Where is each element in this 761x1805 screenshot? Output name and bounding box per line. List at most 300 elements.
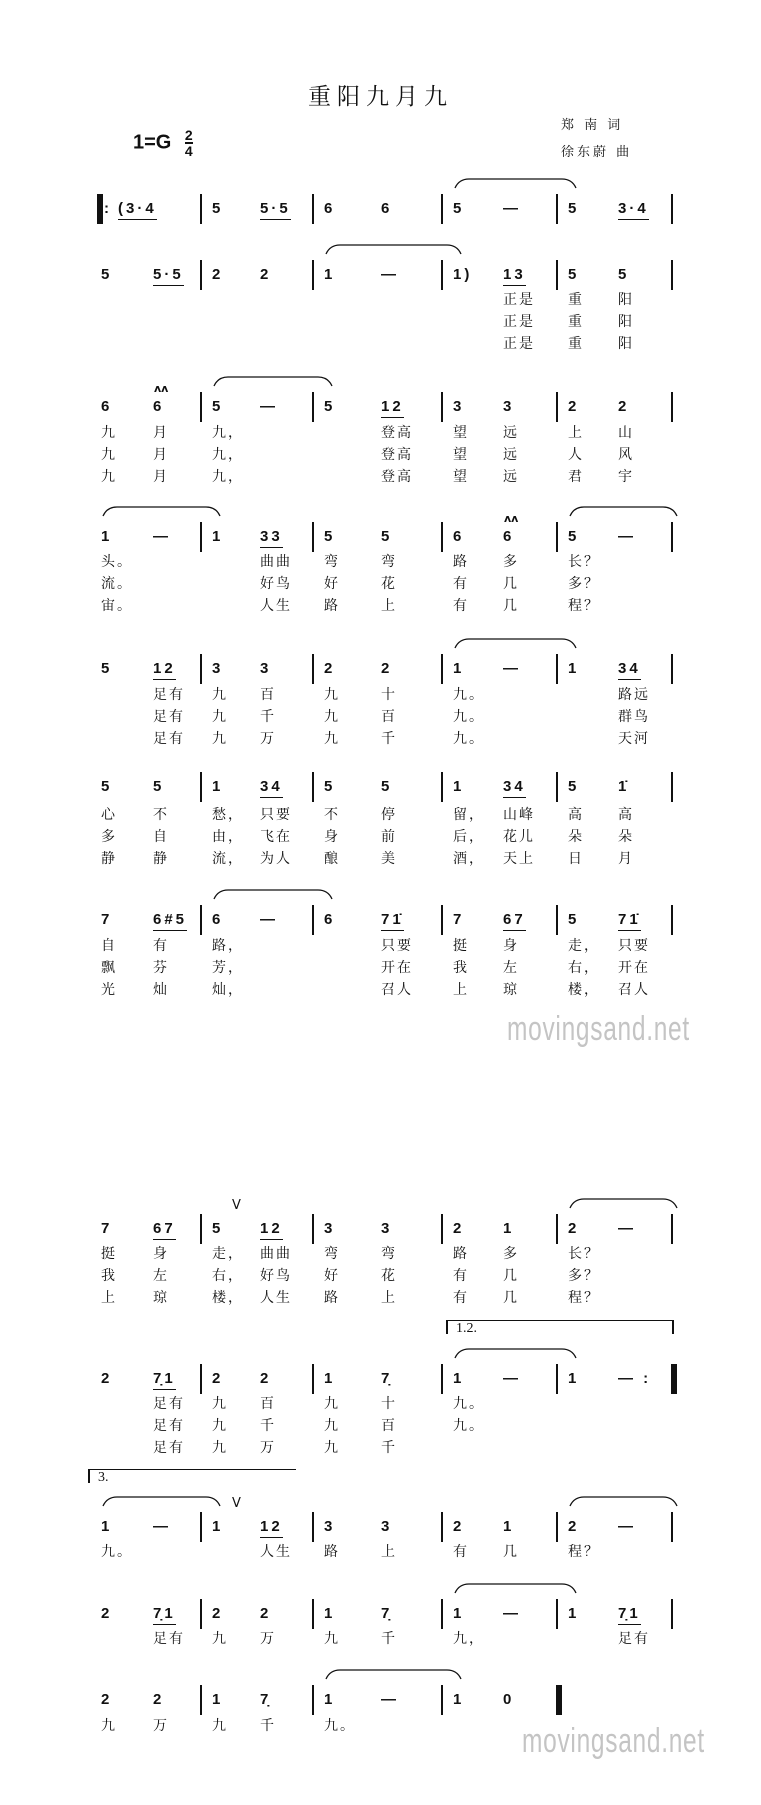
time-bottom: 4 [184, 143, 193, 159]
slur [455, 1584, 576, 1593]
barline [441, 1364, 443, 1394]
lyric: 月 [153, 447, 169, 463]
lyric: 路 [453, 554, 469, 570]
lyric: 九。 [453, 1396, 485, 1412]
note: 1 [324, 266, 336, 283]
note: 5 [212, 200, 224, 217]
lyric: 光 [101, 982, 117, 998]
lyric: 重 [568, 292, 584, 308]
lyric: 九 [324, 1396, 340, 1412]
lyric: 远 [503, 469, 519, 485]
note: 2 [260, 1605, 272, 1622]
lyric: 千 [381, 731, 397, 747]
note: — [153, 528, 171, 545]
lyric: 右， [212, 1268, 244, 1284]
lyric: 身 [153, 1246, 169, 1262]
lyric: 琼 [503, 982, 519, 998]
lyric: 九。 [453, 687, 485, 703]
note: 5 [381, 528, 393, 545]
note: 6 [453, 528, 465, 545]
note: 1̇ [618, 778, 630, 795]
lyric: 万 [260, 731, 276, 747]
lyric: 宇 [618, 469, 634, 485]
lyric: 芬 [153, 960, 169, 976]
lyric: 足有 [153, 1631, 185, 1647]
note: 2 [453, 1518, 465, 1535]
note: 5 [568, 200, 580, 217]
lyric: 足有 [153, 731, 185, 747]
barline [312, 194, 314, 224]
note: 7̣1 [153, 1605, 176, 1625]
lyric: 九 [212, 1718, 228, 1734]
lyric: 九 [324, 1440, 340, 1456]
note: 5 [568, 266, 580, 283]
note: 1 [568, 1605, 580, 1622]
lyric: 有 [153, 938, 169, 954]
lyric: 酿 [324, 851, 340, 867]
barline [556, 392, 558, 422]
lyric: 望 [453, 469, 469, 485]
note: 7 [101, 911, 113, 928]
note: 34 [503, 778, 526, 798]
barline [671, 392, 673, 422]
lyric: 九 [324, 731, 340, 747]
note: 0 [503, 1691, 515, 1708]
lyric: 留， [453, 807, 485, 823]
note: 5 [618, 266, 630, 283]
note: — [503, 200, 521, 217]
lyric: 挺 [101, 1246, 117, 1262]
lyric: 九 [324, 709, 340, 725]
note: 1 [324, 1691, 336, 1708]
volta-bracket: 3. [88, 1469, 296, 1483]
note: 3 [324, 1220, 336, 1237]
barline [441, 392, 443, 422]
lyric: 正是 [503, 336, 535, 352]
note: 2 [101, 1691, 113, 1708]
lyric: 有 [453, 598, 469, 614]
slur [570, 1497, 677, 1506]
lyric: 九 [324, 1418, 340, 1434]
lyric: 正是 [503, 314, 535, 330]
lyric: 开在 [618, 960, 650, 976]
lyric: 九 [101, 425, 117, 441]
barline [200, 194, 202, 224]
barline [312, 1685, 314, 1715]
barline [556, 194, 558, 224]
lyric: 九。 [101, 1544, 133, 1560]
lyric: 风 [618, 447, 634, 463]
lyric: 九 [212, 709, 228, 725]
note: 7̣ [260, 1691, 272, 1708]
note: 13 [503, 266, 526, 286]
lyric: 千 [260, 1718, 276, 1734]
note: 12 [153, 660, 176, 680]
note: 5·5 [153, 266, 184, 286]
barline [200, 1364, 202, 1394]
lyric: 我 [101, 1268, 117, 1284]
lyric: 路 [324, 1544, 340, 1560]
lyric: 程？ [568, 1544, 600, 1560]
breath-mark: V [232, 1198, 241, 1213]
lyric: 酒， [453, 851, 485, 867]
note: 33 [260, 528, 283, 548]
lyric: 朵 [568, 829, 584, 845]
note: 2 [453, 1220, 465, 1237]
note: 7̣ [381, 1370, 393, 1387]
lyric: 登高 [381, 425, 413, 441]
lyric: 有 [453, 1268, 469, 1284]
note: 1 [101, 528, 113, 545]
barline [312, 522, 314, 552]
note: 6 [381, 200, 393, 217]
barline [200, 1599, 202, 1629]
note: 2 [101, 1370, 113, 1387]
note: 2 [381, 660, 393, 677]
barline [441, 260, 443, 290]
lyric: 千 [260, 709, 276, 725]
song-title: 重阳九月九 [308, 84, 453, 110]
lyric: 九 [101, 469, 117, 485]
note: 2 [568, 1518, 580, 1535]
note: 6 [324, 200, 336, 217]
lyric: 只要 [618, 938, 650, 954]
lyric: 静 [101, 851, 117, 867]
lyric: 人生 [260, 598, 292, 614]
barline [441, 1599, 443, 1629]
barline [200, 260, 202, 290]
lyric: 九， [212, 469, 244, 485]
lyric: 身 [503, 938, 519, 954]
lyric: 月 [153, 425, 169, 441]
lyric: 程？ [568, 1290, 600, 1306]
lyric: 左 [153, 1268, 169, 1284]
slur [326, 245, 461, 254]
note: 3 [453, 398, 465, 415]
lyric: 花 [381, 576, 397, 592]
lyric: 多 [101, 829, 117, 845]
lyric: 宙。 [101, 598, 133, 614]
note: 3 [381, 1220, 393, 1237]
lyric: 百 [260, 1396, 276, 1412]
note: 6 [324, 911, 336, 928]
repeat-dots: : [104, 200, 112, 217]
lyric: 登高 [381, 469, 413, 485]
lyric: 重 [568, 336, 584, 352]
lyric: 左 [503, 960, 519, 976]
note: 1 [503, 1518, 515, 1535]
barline [556, 905, 558, 935]
time-top: 2 [184, 127, 193, 143]
lyric: 足有 [153, 1418, 185, 1434]
note: 2 [260, 1370, 272, 1387]
lyric: 几 [503, 576, 519, 592]
note: 1 [101, 1518, 113, 1535]
lyric: 自 [101, 938, 117, 954]
lyric: 百 [381, 1418, 397, 1434]
lyric: 长？ [568, 554, 600, 570]
lyric: 九 [101, 447, 117, 463]
note: 2 [618, 398, 630, 415]
lyric: 弯 [381, 554, 397, 570]
lyric: 远 [503, 425, 519, 441]
lyric: 多 [503, 1246, 519, 1262]
lyric: 多？ [568, 1268, 600, 1284]
lyric: 万 [153, 1718, 169, 1734]
note: 5 [324, 398, 336, 415]
lyric: 天上 [503, 851, 535, 867]
barline [200, 522, 202, 552]
watermark: movingsand.net [507, 1010, 690, 1048]
barline [200, 772, 202, 802]
lyric: 人 [568, 447, 584, 463]
barline [312, 772, 314, 802]
note: 7̣1 [618, 1605, 641, 1625]
lyric: 月 [618, 851, 634, 867]
lyric: 身 [324, 829, 340, 845]
lyric: 九， [212, 425, 244, 441]
barline [312, 905, 314, 935]
note: 6 [153, 398, 165, 415]
lyric: 山 [618, 425, 634, 441]
volta-bracket: 1.2. [446, 1320, 674, 1334]
note: 5 [153, 778, 165, 795]
lyric: 九 [212, 687, 228, 703]
note: 5 [453, 200, 465, 217]
lyric: 程？ [568, 598, 600, 614]
lyric: 九 [324, 687, 340, 703]
lyric: 有 [453, 576, 469, 592]
note: 1 [453, 1691, 465, 1708]
lyric: 人生 [260, 1290, 292, 1306]
lyric: 远 [503, 447, 519, 463]
lyric: 高 [568, 807, 584, 823]
note: 5 [324, 528, 336, 545]
barline [312, 654, 314, 684]
mordent-mark: ʌʌ [504, 512, 519, 525]
note: 5 [101, 266, 113, 283]
note: 1 [212, 528, 224, 545]
lyric: 山峰 [503, 807, 535, 823]
lyric: 自 [153, 829, 169, 845]
note: 1 [568, 660, 580, 677]
barline [312, 1599, 314, 1629]
note: 5 [568, 528, 580, 545]
barline [671, 654, 673, 684]
barline [200, 1685, 202, 1715]
note: 3 [212, 660, 224, 677]
barline [671, 194, 673, 224]
note: 7̣1 [153, 1370, 176, 1390]
note: 6#5 [153, 911, 187, 931]
lyric: 足有 [153, 1440, 185, 1456]
barline [671, 1512, 673, 1542]
slur [455, 639, 576, 648]
lyric: 群鸟 [618, 709, 650, 725]
lyric: 上 [381, 598, 397, 614]
lyric: 百 [381, 709, 397, 725]
lyric: 多 [503, 554, 519, 570]
lyric: 九 [324, 1631, 340, 1647]
lyric: 上 [568, 425, 584, 441]
barline [441, 194, 443, 224]
note: 1 [324, 1370, 336, 1387]
note: 5 [101, 660, 113, 677]
lyric: 朵 [618, 829, 634, 845]
note: 1 [453, 778, 465, 795]
note: 5 [324, 778, 336, 795]
mordent-mark: ʌʌ [154, 382, 169, 395]
barline [441, 772, 443, 802]
lyric: 长？ [568, 1246, 600, 1262]
lyric: 九。 [453, 1418, 485, 1434]
lyric: 曲曲 [260, 554, 292, 570]
note: 6 [503, 528, 515, 545]
lyric: 九， [212, 447, 244, 463]
lyric: 弯 [381, 1246, 397, 1262]
slur [103, 507, 220, 516]
lyric: 心 [101, 807, 117, 823]
note: 1 [453, 660, 465, 677]
lyric: 日 [568, 851, 584, 867]
note: 3 [324, 1518, 336, 1535]
note: 5 [568, 911, 580, 928]
barline [671, 522, 673, 552]
lyric: 我 [453, 960, 469, 976]
note: 5 [101, 778, 113, 795]
slur [326, 1670, 461, 1679]
note: 3 [381, 1518, 393, 1535]
lyric: 花 [381, 1268, 397, 1284]
lyric: 美 [381, 851, 397, 867]
barline [441, 654, 443, 684]
slur [570, 507, 677, 516]
lyric: 好鸟 [260, 1268, 292, 1284]
lyric: 由， [212, 829, 244, 845]
note: — [503, 1605, 521, 1622]
note: 1 [324, 1605, 336, 1622]
slur [455, 1349, 576, 1358]
lyric: 路 [324, 1290, 340, 1306]
lyric: 挺 [453, 938, 469, 954]
note: 67 [503, 911, 526, 931]
note: 5 [568, 778, 580, 795]
barline [312, 1364, 314, 1394]
note: 1) [453, 266, 473, 283]
lyric: 九 [212, 731, 228, 747]
lyric: 九。 [324, 1718, 356, 1734]
lyricist-credit: 郑 南 词 [561, 118, 624, 133]
barline [556, 522, 558, 552]
note: — [381, 266, 399, 283]
lyric: 十 [381, 1396, 397, 1412]
lyric: 弯 [324, 1246, 340, 1262]
barline [671, 905, 673, 935]
lyric: 楼， [212, 1290, 244, 1306]
lyric: 阳 [618, 336, 634, 352]
note: 3 [503, 398, 515, 415]
note: 34 [260, 778, 283, 798]
note: 1 [212, 1691, 224, 1708]
barline [312, 260, 314, 290]
lyric: 九。 [453, 731, 485, 747]
barline [556, 772, 558, 802]
note: 1 [212, 778, 224, 795]
lyric: 停 [381, 807, 397, 823]
note: 5 [212, 398, 224, 415]
lyric: 走， [212, 1246, 244, 1262]
note: 67 [153, 1220, 176, 1240]
lyric: 上 [381, 1544, 397, 1560]
lyric: 弯 [324, 554, 340, 570]
lyric: 天河 [618, 731, 650, 747]
lyric: 不 [153, 807, 169, 823]
note: 3 [260, 660, 272, 677]
lyric: 望 [453, 425, 469, 441]
lyric: 上 [381, 1290, 397, 1306]
note: 3·4 [618, 200, 649, 220]
lyric: 多？ [568, 576, 600, 592]
barline [441, 1214, 443, 1244]
lyric: 只要 [381, 938, 413, 954]
lyric: 上 [453, 982, 469, 998]
barline [200, 1512, 202, 1542]
lyric: 愁， [212, 807, 244, 823]
lyric: 好鸟 [260, 576, 292, 592]
key-label: 1=G [133, 131, 172, 154]
slur [103, 1497, 220, 1506]
lyric: 前 [381, 829, 397, 845]
lyric: 灿 [153, 982, 169, 998]
note: — [503, 1370, 521, 1387]
lyric: 灿， [212, 982, 244, 998]
lyric: 召人 [381, 982, 413, 998]
barline [312, 392, 314, 422]
lyric: 路远 [618, 687, 650, 703]
note: — [503, 660, 521, 677]
barline [441, 1512, 443, 1542]
lyric: 望 [453, 447, 469, 463]
slur [570, 1199, 677, 1208]
lyric: 九 [212, 1396, 228, 1412]
note: 5·5 [260, 200, 291, 220]
lyric: 百 [260, 687, 276, 703]
lyric: 头。 [101, 554, 133, 570]
end-repeat-barline [671, 1364, 677, 1394]
lyric: 九。 [453, 709, 485, 725]
note: 2 [260, 266, 272, 283]
barline [441, 905, 443, 935]
lyric: 花儿 [503, 829, 535, 845]
lyric: 月 [153, 469, 169, 485]
lyric: 楼， [568, 982, 600, 998]
lyric: 琼 [153, 1290, 169, 1306]
note: — [618, 528, 636, 545]
lyric: 几 [503, 1290, 519, 1306]
composer-credit: 徐东蔚 曲 [561, 145, 633, 160]
lyric: 几 [503, 598, 519, 614]
lyric: 万 [260, 1631, 276, 1647]
lyric: 足有 [153, 1396, 185, 1412]
lyric: 九 [101, 1718, 117, 1734]
lyric: 万 [260, 1440, 276, 1456]
lyric: 十 [381, 687, 397, 703]
lyric: 千 [381, 1631, 397, 1647]
barline [312, 1512, 314, 1542]
slur [214, 377, 332, 386]
barline [671, 772, 673, 802]
lyric: 芳， [212, 960, 244, 976]
